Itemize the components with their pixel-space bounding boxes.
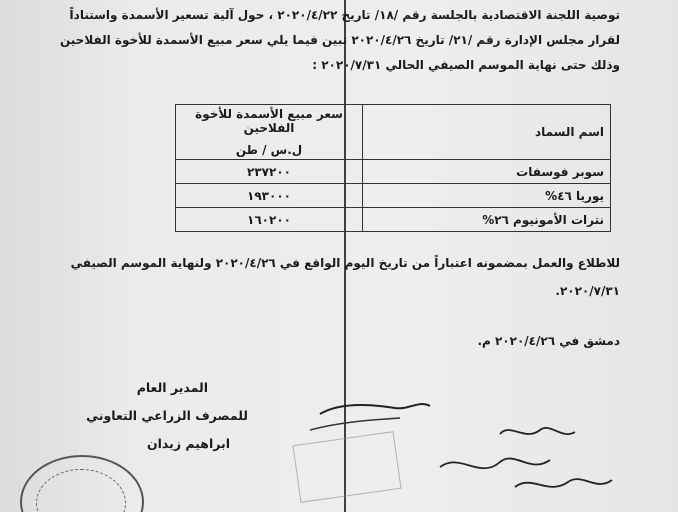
official-seal-stamp xyxy=(20,455,144,512)
fertilizer-price-table xyxy=(175,104,611,232)
closing-line-2: ٢٠٢٠/٧/٣١. xyxy=(555,284,620,298)
signature-org: للمصرف الزراعي التعاوني xyxy=(86,408,248,423)
date-line: دمشق في ٢٠٢٠/٤/٢٦ م. xyxy=(477,334,620,348)
body-line-3: وذلك حتى نهاية الموسم الصيفي الحالي ٢٠٢٠/٧/٣١ : xyxy=(312,58,620,72)
body-line-1: توصية اللجنة الاقتصادية بالجلسة رقم /١٨/ تاريخ ٢٠٢٠/٤/٢٢ ، حول آلية تسعير الأسمدة واستناداً xyxy=(69,8,620,22)
row-price: ١٩٣٠٠٠ xyxy=(176,184,363,208)
table-header-row xyxy=(176,105,611,160)
row-name: نترات الأمونيوم ٢٦% xyxy=(363,208,611,232)
signature-name: ابراهيم زيدان xyxy=(146,436,230,451)
table-row xyxy=(176,184,611,208)
handwritten-signature xyxy=(300,392,678,512)
header-price-title: سعر مبيع الأسمدة للأخوة الفلاحين xyxy=(195,107,343,135)
table-row xyxy=(176,208,611,232)
row-name: يوريا ٤٦% xyxy=(363,184,611,208)
signature-title: المدير العام xyxy=(136,380,208,395)
row-price: ٢٣٧٢٠٠ xyxy=(176,160,363,184)
row-name: سوبر فوسفات xyxy=(363,160,611,184)
header-price xyxy=(176,105,363,160)
header-fertilizer-name: اسم السماد xyxy=(363,105,611,160)
table-row xyxy=(176,160,611,184)
closing-line-1: للاطلاع والعمل بمضمونه اعتباراً من تاريخ اليوم الواقع في ٢٠٢٠/٤/٢٦ ولنهاية الموسم الصيفي xyxy=(70,256,620,270)
row-price: ١٦٠٢٠٠ xyxy=(176,208,363,232)
body-line-2: لقرار مجلس الإدارة رقم /٢١/ تاريخ ٢٠٢٠/٤/٢٦ تبين فيما يلي سعر مبيع الأسمدة للأخوة الفلاحين xyxy=(59,33,620,47)
header-price-unit: ل.س / طن xyxy=(235,143,303,157)
